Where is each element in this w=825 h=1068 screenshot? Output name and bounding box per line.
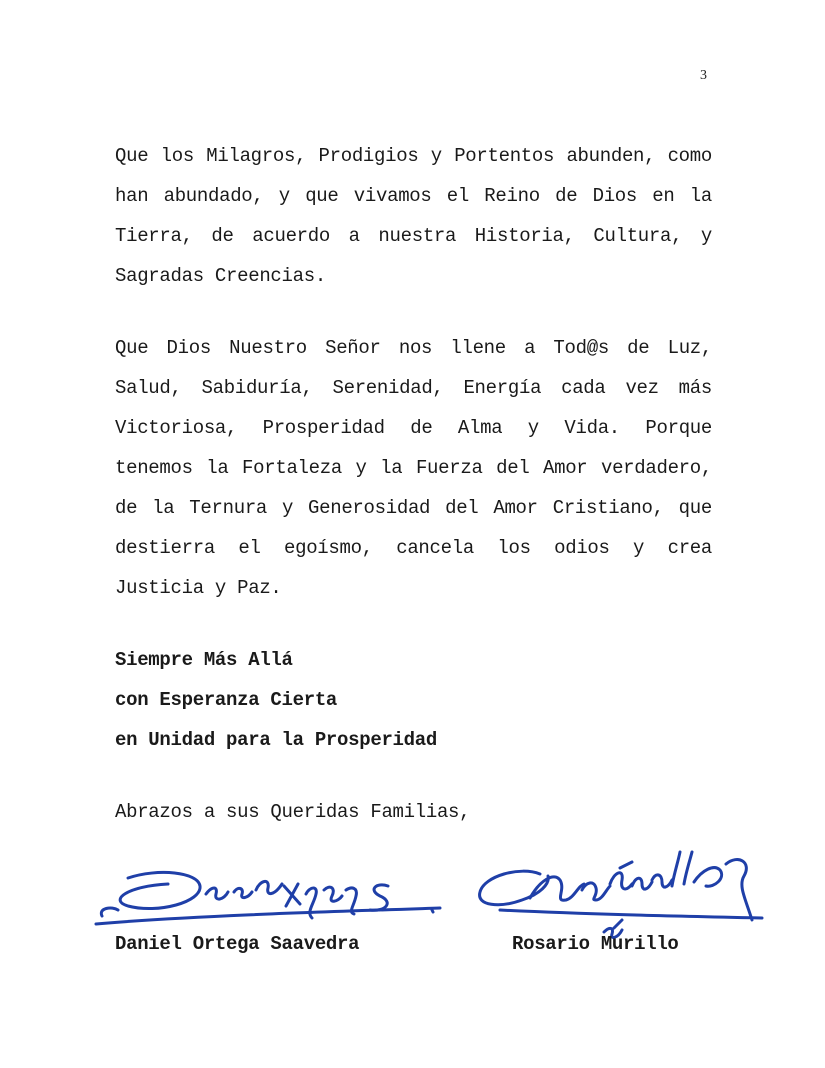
page-number: 3 xyxy=(700,68,707,83)
paragraph-prayer: Que Dios Nuestro Señor nos llene a Tod@s de Luz, Salud, Sabiduría, Serenidad, Energía cada vez más Victoriosa, Prosperidad de Alma y Vida. Porque tenemos la Fortaleza y la Fuerza del Amor verdadero, de la Ternura y Generosidad del Amor Cristiano, que destierra el egoísmo, cancela los odios y crea Justicia y Paz. xyxy=(115,337,712,599)
handwritten-signature-icon xyxy=(88,850,448,930)
signer-name: Rosario Murillo xyxy=(512,933,679,955)
motto-line: Siempre Más Allá xyxy=(115,649,293,671)
closing-motto xyxy=(115,640,437,760)
closing-greeting: Abrazos a sus Queridas Familias, xyxy=(115,801,471,823)
motto-line: con Esperanza Cierta xyxy=(115,689,338,711)
paragraph-blessing: Que los Milagros, Prodigios y Portentos abunden, como han abundado, y que vivamos el Reino de Dios en la Tierra, de acuerdo a nuestra Historia, Cultura, y Sagradas Creencias. xyxy=(115,145,712,287)
signer-name: Daniel Ortega Saavedra xyxy=(115,933,360,955)
motto-line: en Unidad para la Prosperidad xyxy=(115,729,437,751)
handwritten-signature-icon xyxy=(470,840,770,940)
